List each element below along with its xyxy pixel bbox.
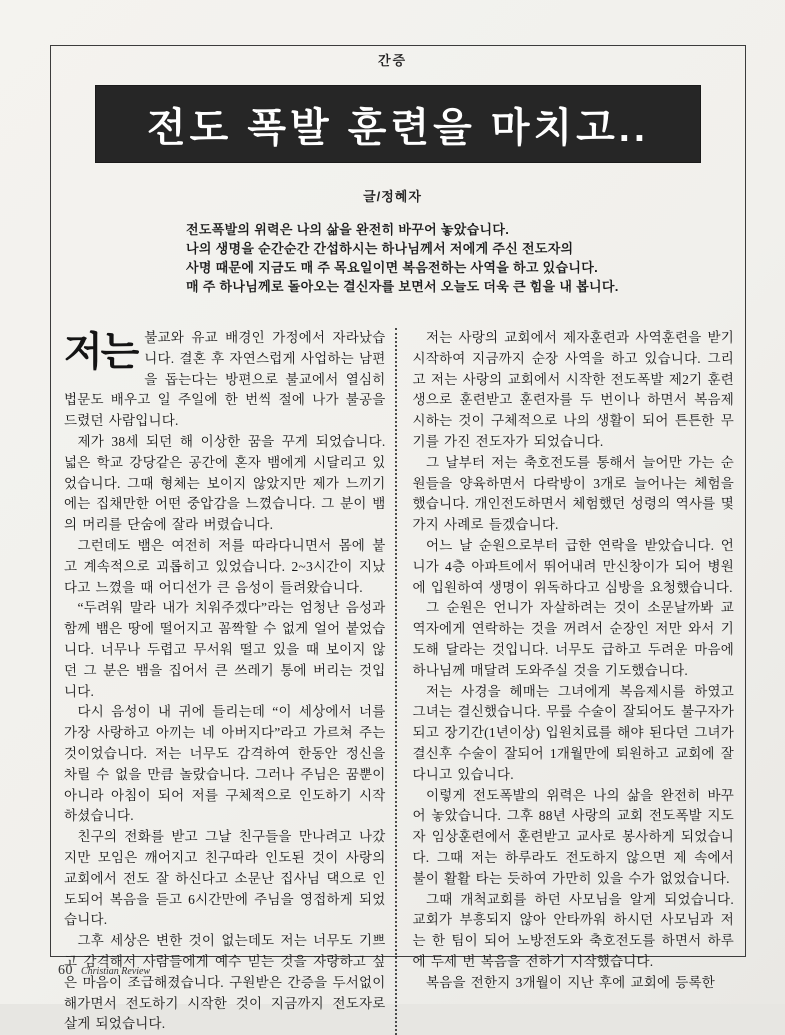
article-body [64, 328, 734, 1035]
page-number: 60 [58, 963, 73, 978]
paragraph: 저는 사랑의 교회에서 제자훈련과 사역훈련을 받기 시작하여 지금까지 순장 사역을 하고 있습니다. 그리고 저는 사랑의 교회에서 시작한 전도폭발 제2기 훈련생으로 훈련받고 훈련자를 두 번이나 하면서 복음제시하는 것이 구체적으로 나의 생활이 되어 튼튼한 무기를 가진 전도자가 되었습니다. [412, 330, 734, 449]
paragraph: 그런데도 뱀은 여전히 저를 따라다니면서 몸에 붙고 계속적으로 괴롭히고 있었습니다. 2~3시간이 지났다고 느꼈을 때 어디선가 큰 음성이 들려왔습니다. [64, 537, 386, 595]
article-column-left [64, 328, 395, 1035]
section-label: 간증 [377, 53, 408, 68]
article-byline: 글/정혜자 [363, 189, 422, 204]
article-intro [186, 220, 656, 296]
drop-cap: 저는 [64, 330, 138, 374]
intro-line: 나의 생명을 순간순간 간섭하시는 하나님께서 저에게 주신 전도자의 [186, 241, 574, 256]
intro-line: 사명 때문에 지금도 매 주 목요일이면 복음전하는 사역을 하고 있습니다. [186, 260, 599, 275]
magazine-name: Christian Review [81, 966, 151, 977]
paragraph: 그후 세상은 변한 것이 없는데도 저는 너무도 기쁘고 감격해서 사람들에게 예수 믿는 것을 자랑하고 싶은 마음이 조급해졌습니다. 구원받은 간증을 두서없이 해가면서 전도하기 시작한 것이 지금까지 전도자로 살게 되었습니다. [64, 933, 386, 1032]
paragraph: 그 날부터 저는 축호전도를 통해서 늘어만 가는 순원들을 양육하면서 다락방이 3개로 늘어나는 체험을 했습니다. 개인전도하면서 체험했던 성령의 역사를 몇 가지 사례로 들겠습니다. [412, 454, 734, 533]
paragraph: 다시 음성이 내 귀에 들리는데 “이 세상에서 너를 가장 사랑하고 아끼는 네 아버지다”라고 가르쳐 주는 것이었습니다. 저는 너무도 감격하여 한동안 정신을 차릴 수 없을 만큼 놀랐습니다. 그러나 주님은 꿈뿐이 아니라 아침이 되어 저를 구체적으로 인도하기 시작하셨습니다. [64, 704, 386, 824]
article-column-right [395, 328, 735, 1035]
paragraph: 그때 개척교회를 하던 사모님을 알게 되었습니다. 교회가 부흥되지 않아 안타까워 하시던 사모님과 저는 한 팀이 되어 노방전도와 축호전도를 하면서 하루에 두세 번 복음을 전하기 시작했습니다. [412, 891, 734, 969]
paragraph: 저는 불교와 유교 배경인 가정에서 자라났습니다. 결혼 후 자연스럽게 사업하는 남편을 돕는다는 방편으로 불교에서 열심히 법문도 배우고 일 주일에 한 번씩 절에 나가 불공을 드렸던 사람입니다. [64, 330, 386, 429]
paragraph: 저는 사경을 헤매는 그녀에게 복음제시를 하였고 그녀는 결신했습니다. 무릎 수술이 잘되어도 불구자가 되고 장기간(1년이상) 입원치료를 해야 된다던 그녀가 결신후 수술이 잘되어 1개월만에 퇴원하고 교회에 잘 다니고 있습니다. [412, 683, 734, 782]
paragraph: 이렇게 전도폭발의 위력은 나의 삶을 완전히 바꾸어 놓았습니다. 그후 88년 사랑의 교회 전도폭발 지도자 임상훈련에서 훈련받고 교사로 봉사하게 되었습니다. 그때 저는 하루라도 전도하지 않으면 제 속에서 불이 활활 타는 듯하여 가만히 있을 수가 없었습니다. [412, 787, 734, 886]
paragraph: 그 순원은 언니가 자살하려는 것이 소문날까봐 교역자에게 연락하는 것을 꺼려서 순장인 저만 와서 기도해 달라는 것입니다. 너무도 급하고 두려운 마음에 하나님께 매달려 도와주실 것을 기도했습니다. [412, 600, 734, 678]
paragraph: 친구의 전화를 받고 그날 친구들을 만나려고 나갔지만 모임은 깨어지고 친구따라 인도된 것이 사랑의 교회에서 전도 잘 하신다고 소문난 집사님 댁으로 인도되어 복음을 듣고 6시간만에 주님을 영접하게 되었습니다. [64, 829, 386, 928]
article-title-bar [96, 86, 700, 162]
paragraph: 어느 날 순원으로부터 급한 연락을 받았습니다. 언니가 4층 아파트에서 뛰어내려 만신창이가 되어 병원에 입원하여 생명이 위독하다고 심방을 요청했습니다. [412, 537, 734, 595]
intro-line: 매 주 하나님께로 돌아오는 결신자를 보면서 오늘도 더욱 큰 힘을 내 봅니다. [186, 279, 619, 294]
intro-line: 전도폭발의 위력은 나의 삶을 완전히 바꾸어 놓았습니다. [186, 222, 510, 237]
article-title: 전도 폭발 훈련을 마치고.. [147, 105, 649, 150]
paragraph: “두려워 말라 내가 치워주겠다”라는 엄청난 음성과 함께 뱀은 땅에 떨어지고 꼼짝할 수 없게 얼어 붙었습니다. 너무나 두렵고 무서워 떨고 있을 때 보이지 않던 그 분은 뱀을 집어서 큰 쓰레기 통에 버리는 것입니다. [64, 600, 386, 699]
paragraph: 제가 38세 되던 해 이상한 꿈을 꾸게 되었습니다. 넓은 학교 강당같은 공간에 혼자 뱀에게 시달리고 있었습니다. 그때 형체는 보이지 않았지만 제가 느끼기에는 집채만한 어떤 중압감을 느꼈습니다. 그 분이 뱀의 머리를 단숨에 잘라 버렸습니다. [64, 433, 386, 533]
page-footer [58, 961, 150, 979]
paragraph: 복음을 전한지 3개월이 지난 후에 교회에 등록한 [426, 974, 715, 990]
